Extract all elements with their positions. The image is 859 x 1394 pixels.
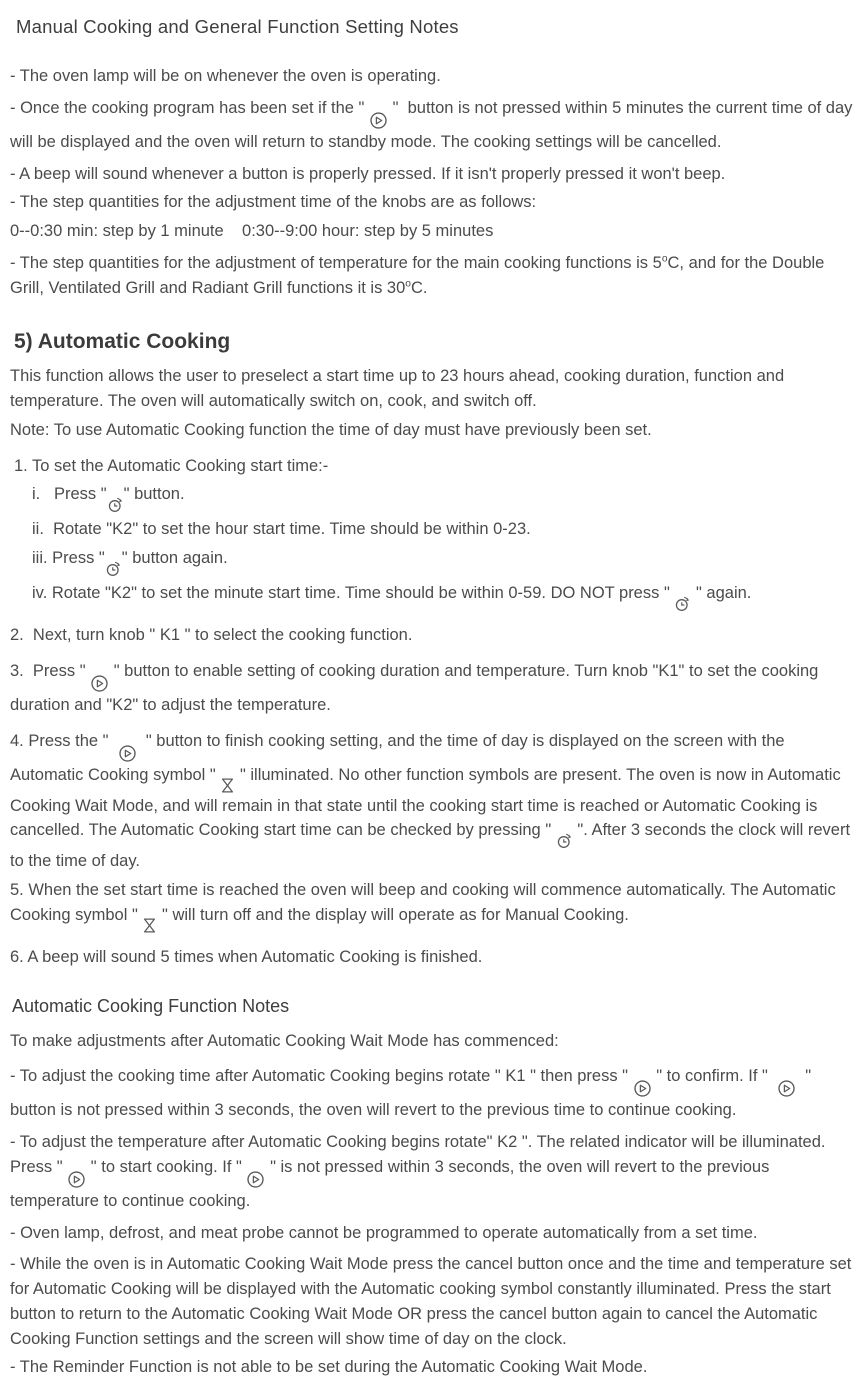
auto-step2: 2. Next, turn knob " K1 " to select the cooking function. [10, 626, 413, 644]
text-segment: i. Press " [32, 485, 107, 504]
section-heading-automatic-cooking: 5) Automatic Cooking [14, 330, 231, 354]
text-segment: iv. Rotate "K2" to set the minute start time. Time should be within 0-59. DO NOT press " [32, 584, 675, 602]
notes-bullet-adjust-time [10, 1064, 853, 1123]
degree-superscript: o [405, 278, 411, 289]
note-step-values: 0--0:30 min: step by 1 minute 0:30--9:00 hour: step by 5 minutes [10, 222, 494, 240]
start-time-clock-icon [556, 832, 573, 849]
text-segment: " again. [691, 584, 752, 602]
degree-superscript: o [661, 253, 668, 265]
text-segment: ". After 3 seconds the clock will revert to the time of day. [10, 821, 855, 871]
text-segment: - To adjust the temperature after Automatic Cooking begins rotate" K2 ". The related indicator will be illuminated. Press " [10, 1133, 831, 1176]
start-button-icon [369, 111, 388, 130]
auto-step6: 6. A beep will sound 5 times when Automatic Cooking is finished. [10, 947, 483, 966]
auto-substep-i [32, 482, 853, 513]
text-segment: 5. When the set start time is reached the oven will beep and cooking will commence automatically. The Automatic Cooking symbol " [10, 881, 841, 924]
start-time-clock-icon [674, 595, 691, 612]
note-temperature-steps [10, 251, 853, 301]
start-button-icon [67, 1170, 86, 1189]
text-segment: " will turn off and the display will operate as for Manual Cooking. [157, 905, 629, 924]
auto-cooking-hourglass-icon [220, 777, 235, 794]
text-segment: 3. Press " [10, 661, 91, 680]
text-segment: " is not pressed within 3 seconds, the oven will revert to the previous temperature to continue cooking. [10, 1157, 774, 1210]
text-segment: " button. [123, 485, 185, 504]
note-standby-cancel [10, 96, 858, 155]
auto-step4 [10, 729, 853, 875]
text-segment: iii. Press " [32, 549, 105, 567]
note-step-quantities: - The step quantities for the adjustment time of the knobs are as follows: [10, 193, 537, 212]
auto-substep-iv [32, 581, 853, 612]
auto-note: Note: To use Automatic Cooking function the time of day must have previously been set. [10, 420, 652, 439]
text-segment: " button is not pressed within 3 seconds, the oven will revert to the previous time to continue cooking. [10, 1067, 816, 1120]
notes-bullet-adjust-temperature [10, 1130, 853, 1214]
text-segment: - The step quantities for the adjustment of temperature for the main cooking functions is 5 [10, 253, 662, 272]
text-segment: " button is not pressed within 5 minutes the current time of day will be displayed and the oven will return to standby mode. The cooking settings will be cancelled. [10, 98, 858, 151]
start-button-icon [246, 1170, 265, 1189]
start-time-clock-icon [107, 496, 124, 513]
start-button-icon [633, 1079, 652, 1098]
text-segment: " button again. [121, 549, 228, 567]
auto-step1-substeps [10, 482, 853, 612]
notes-bullet-cancel-behavior: - While the oven is in Automatic Cooking Wait Mode press the cancel button once and the time and temperature set for Automatic Cooking will be displayed with the Automatic cooking symbol constantly illuminated. Press the start button to return to the Automatic Cooking Wait Mode OR press the cancel button again to cancel the Automatic Cooking Function settings and the screen will show time of day on the clock. [10, 1255, 856, 1348]
text-segment: C, and for the Double Grill, Ventilated Grill and Radiant Grill functions it is 30 [10, 253, 829, 297]
notes-bullet-lamp-defrost: - Oven lamp, defrost, and meat probe cannot be programmed to operate automatically from a set time. [10, 1223, 758, 1242]
text-segment: " to confirm. If " [651, 1067, 778, 1086]
text-segment: - Once the cooking program has been set if the " [10, 98, 369, 117]
start-time-clock-icon [105, 560, 122, 577]
text-segment: C. [410, 278, 428, 297]
auto-substep-iii [32, 546, 853, 577]
subsection-heading-function-notes: Automatic Cooking Function Notes [12, 995, 290, 1016]
text-segment: " illuminated. No other function symbols are present. The oven is now in Automatic Cooking Wait Mode, and will remain in that state until the cooking start time is reached or Automatic Cooking is cancelled. The Automatic Cooking start time can be checked by pressing " [10, 765, 846, 840]
note-oven-lamp: - The oven lamp will be on whenever the oven is operating. [10, 67, 441, 85]
notes-bullet-reminder: - The Reminder Function is not able to be set during the Automatic Cooking Wait Mode. [10, 1358, 648, 1377]
auto-step1-lead: 1. To set the Automatic Cooking start time:- [14, 456, 329, 475]
notes-intro: To make adjustments after Automatic Cooking Wait Mode has commenced: [10, 1031, 559, 1050]
start-button-icon [777, 1079, 796, 1098]
auto-substep-ii: ii. Rotate "K2" to set the hour start time. Time should be within 0-23. [32, 520, 531, 539]
note-beep: - A beep will sound whenever a button is properly pressed. If it isn't properly pressed it won't beep. [10, 164, 726, 183]
page-title: Manual Cooking and General Function Setting Notes [16, 16, 459, 37]
text-segment: " to start cooking. If " [86, 1157, 247, 1176]
start-button-icon [118, 744, 137, 763]
auto-step3 [10, 659, 853, 718]
auto-step5 [10, 878, 853, 934]
text-segment: 4. Press the " [10, 731, 118, 750]
text-segment: " button to finish cooking setting, and the time of day is displayed on the screen with the Automatic Cooking symbol " [10, 731, 789, 784]
text-segment: - To adjust the cooking time after Automatic Cooking begins rotate " K1 " then press " [10, 1067, 633, 1086]
auto-intro: This function allows the user to preselect a start time up to 23 hours ahead, cooking duration, function and temperature. The oven will automatically switch on, cook, and switch off. [10, 367, 789, 410]
auto-cooking-hourglass-icon [142, 917, 157, 934]
text-segment: " button to enable setting of cooking duration and temperature. Turn knob "K1" to set the cooking duration and "K2" to adjust the temperature. [10, 661, 823, 714]
start-button-icon [90, 674, 109, 693]
